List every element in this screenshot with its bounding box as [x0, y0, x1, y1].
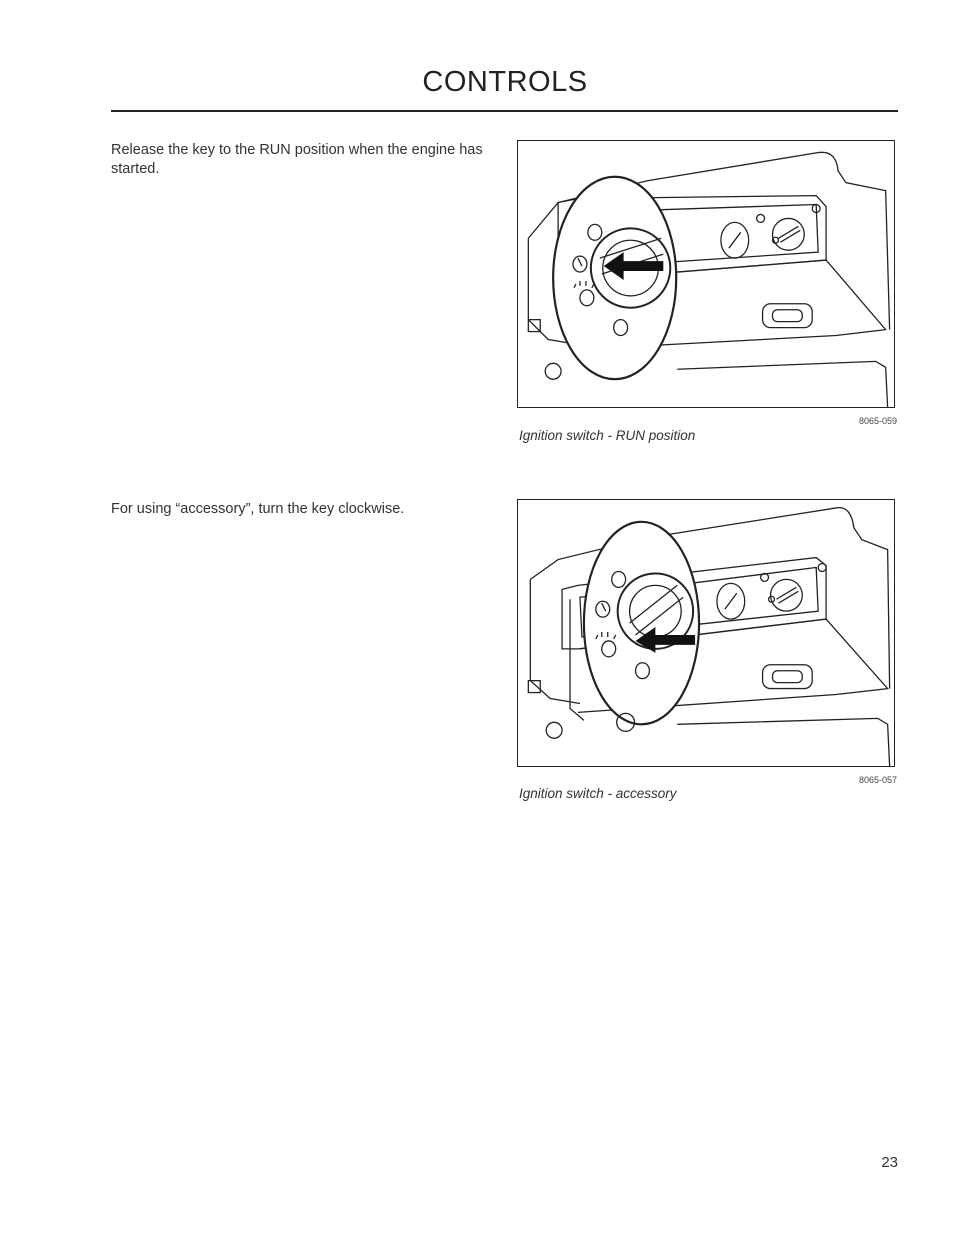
section-1-text: Release the key to the RUN position when the engine has started. — [111, 142, 483, 177]
ignition-accessory-illustration — [518, 500, 894, 766]
title-divider — [111, 110, 898, 112]
page-number: 23 — [881, 1154, 898, 1171]
figure-caption-1: Ignition switch - RUN position — [519, 428, 696, 443]
section-2-text: For using “accessory”, turn the key clockwise. — [111, 501, 405, 517]
figure-ignition-accessory — [517, 499, 895, 767]
page-title: CONTROLS — [422, 66, 588, 98]
ignition-run-illustration — [518, 141, 894, 407]
figure-code-2: 8065-057 — [858, 775, 897, 785]
figure-code-1: 8065-059 — [858, 416, 897, 426]
figure-caption-2: Ignition switch - accessory — [519, 786, 677, 801]
figure-ignition-run — [517, 140, 895, 408]
